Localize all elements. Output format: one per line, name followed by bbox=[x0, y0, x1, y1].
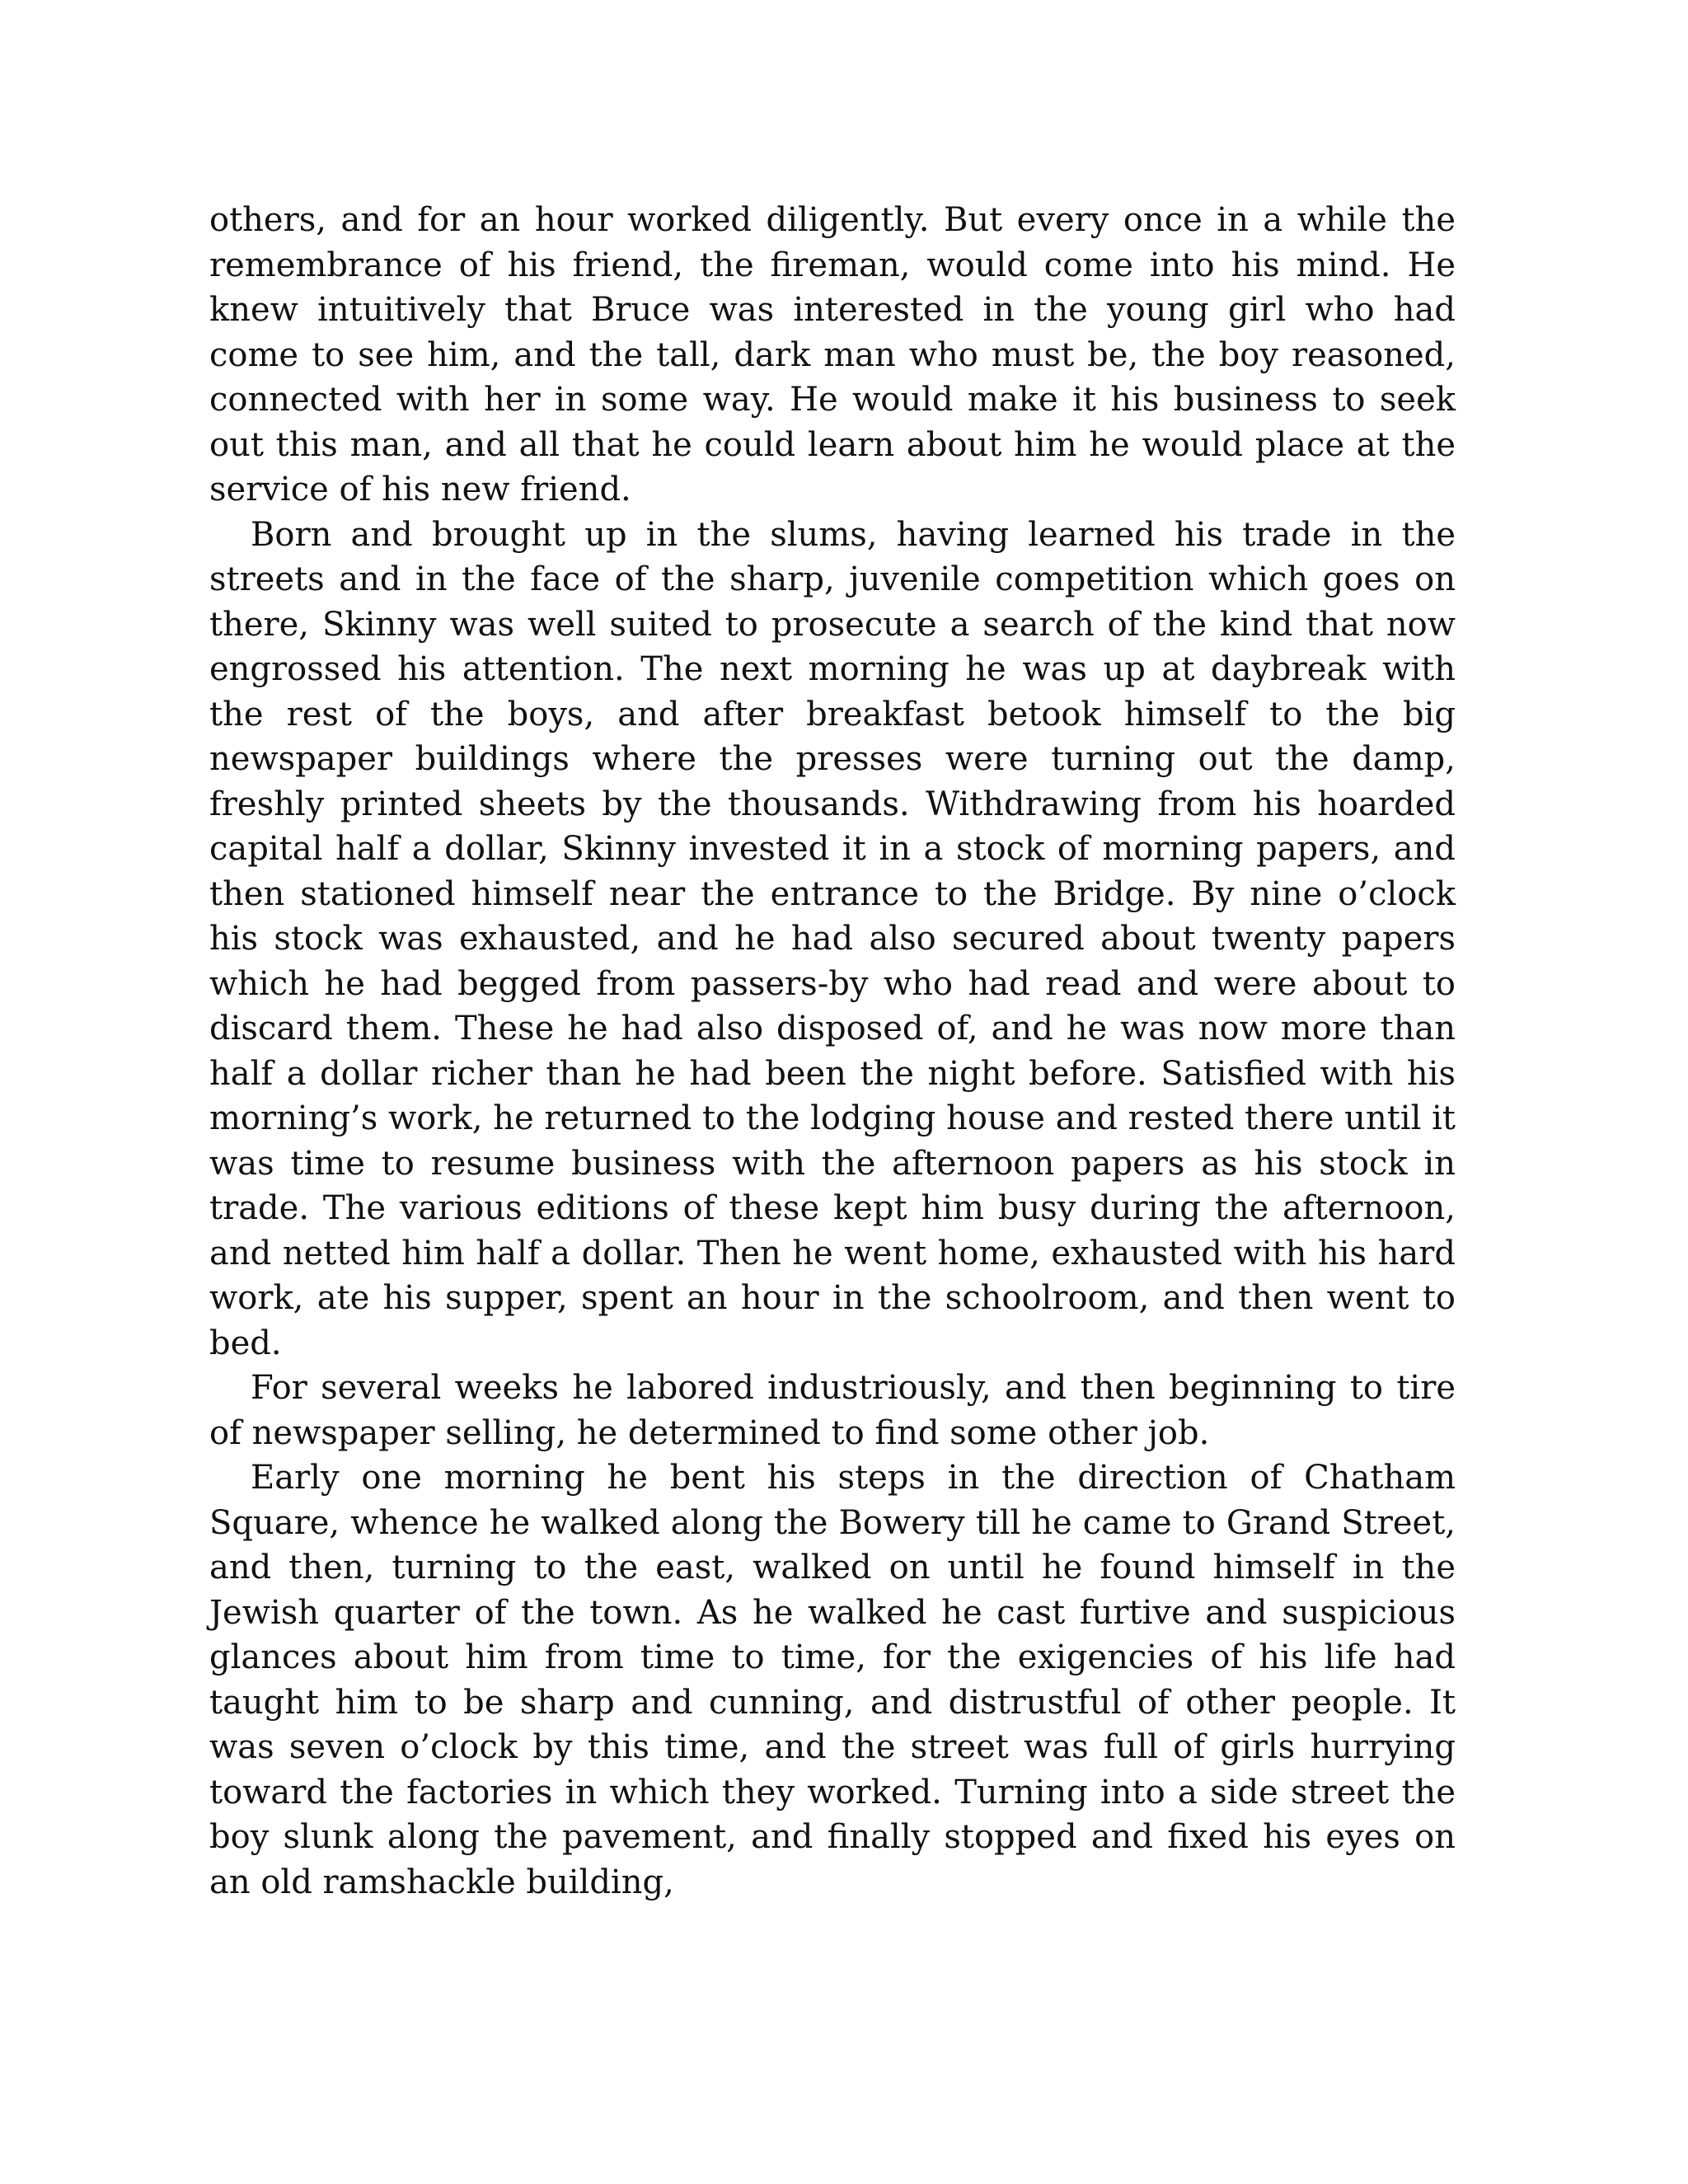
book-page-text bbox=[209, 198, 1456, 1905]
paragraph-continuation: others, and for an hour worked diligently. But every once in a while the remembrance of his friend, the fireman, would come into his mind. He knew intuitively that Bruce was interested in the young girl who had come to see him, and the tall, dark man who must be, the boy reasoned, connected with her in some way. He would make it his business to seek out this man, and all that he could learn about him he would place at the service of his new friend. bbox=[209, 201, 1456, 509]
paragraph-several-weeks: For several weeks he labored industriously, and then beginning to tire of newspaper selling, he determined to find some other job. bbox=[209, 1369, 1456, 1452]
paragraph-early-morning: Early one morning he bent his steps in the direction of Chatham Square, whence he walked along the Bowery till he came to Grand Street, and then, turning to the east, walked on until he found himself in the Jewish quarter of the town. As he walked he cast furtive and suspicious glances about him from time to time, for the exigencies of his life had taught him to be sharp and cunning, and distrustful of other people. It was seven o’clock by this time, and the street was full of girls hurrying toward the factories in which they worked. Turning into a side street the boy slunk along the pavement, and finally stopped and fixed his eyes on an old ramshackle building, bbox=[209, 1459, 1456, 1901]
paragraph-slums: Born and brought up in the slums, having learned his trade in the streets and in the face of the sharp, juvenile competition which goes on there, Skinny was well suited to prosecute a search of the kind that now engrossed his attention. The next morning he was up at daybreak with the rest of the boys, and after breakfast betook himself to the big newspaper buildings where the presses were turning out the damp, freshly printed sheets by the thousands. Withdrawing from his hoarded capital half a dollar, Skinny invested it in a stock of morning papers, and then stationed himself near the entrance to the Bridge. By nine o’clock his stock was exhausted, and he had also secured about twenty papers which he had begged from passers-by who had read and were about to discard them. These he had also disposed of, and he was now more than half a dollar richer than he had been the night before. Satisfied with his morning’s work, he returned to the lodging house and rested there until it was time to resume business with the afternoon papers as his stock in trade. The various editions of these kept him busy during the afternoon, and netted him half a dollar. Then he went home, exhausted with his hard work, ate his supper, spent an hour in the schoolroom, and then went to bed. bbox=[209, 515, 1456, 1362]
